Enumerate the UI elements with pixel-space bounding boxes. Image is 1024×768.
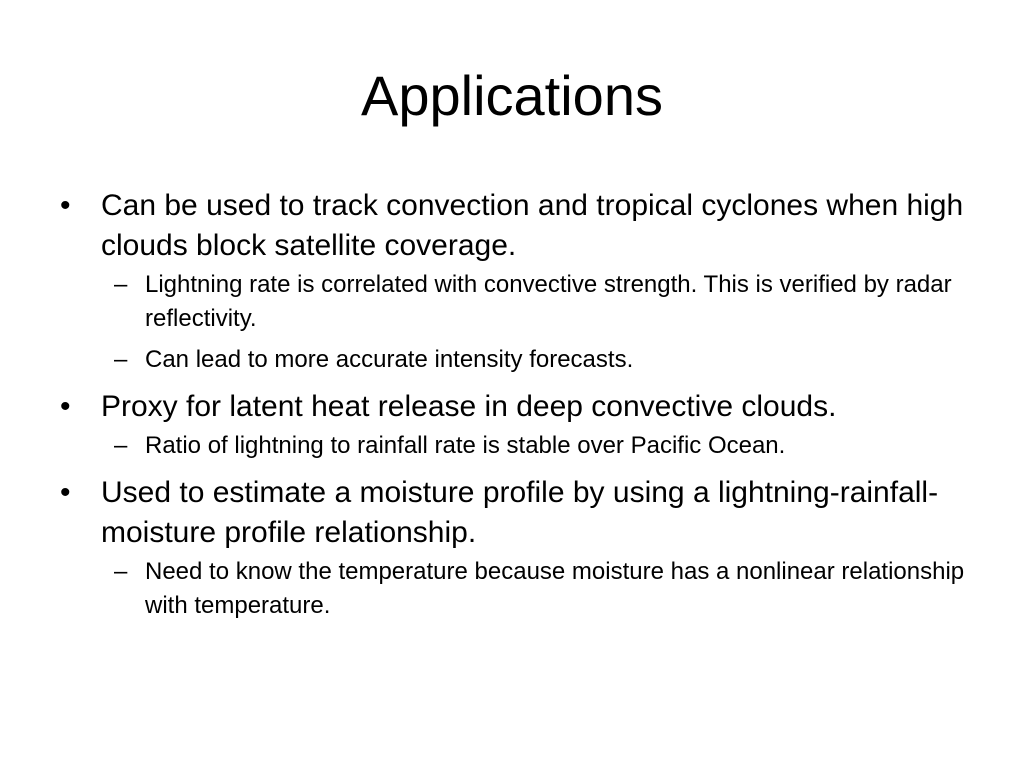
sub-bullet-text: Can lead to more accurate intensity forecasts. (145, 346, 634, 373)
bullet-text: Proxy for latent heat release in deep convective clouds. (101, 390, 837, 423)
sub-bullet-item (60, 268, 980, 336)
sub-bullet-marker: – (114, 271, 128, 298)
sub-bullet-marker: – (114, 346, 128, 373)
slide-body (60, 186, 980, 630)
bullet-item (60, 186, 980, 266)
sub-bullet-item (60, 555, 980, 623)
bullet-marker: • (60, 476, 71, 509)
sub-bullet-marker: – (114, 558, 128, 585)
sub-bullet-text: Need to know the temperature because moisture has a nonlinear relationship with temperature. (145, 558, 965, 619)
sub-bullet-text: Ratio of lightning to rainfall rate is stable over Pacific Ocean. (145, 432, 786, 459)
sub-bullet-item (60, 429, 980, 463)
sub-bullet-marker: – (114, 432, 128, 459)
bullet-item (60, 473, 980, 553)
bullet-text: Can be used to track convection and tropical cyclones when high clouds block satellite coverage. (101, 189, 964, 262)
bullet-marker: • (60, 390, 71, 423)
slide-title: Applications (361, 64, 663, 127)
bullet-item (60, 387, 980, 427)
sub-bullet-item (60, 343, 980, 377)
sub-bullet-text: Lightning rate is correlated with convective strength. This is verified by radar reflectivity. (145, 271, 952, 332)
bullet-marker: • (60, 189, 71, 222)
bullet-text: Used to estimate a moisture profile by using a lightning-rainfall-moisture profile relationship. (101, 476, 939, 549)
